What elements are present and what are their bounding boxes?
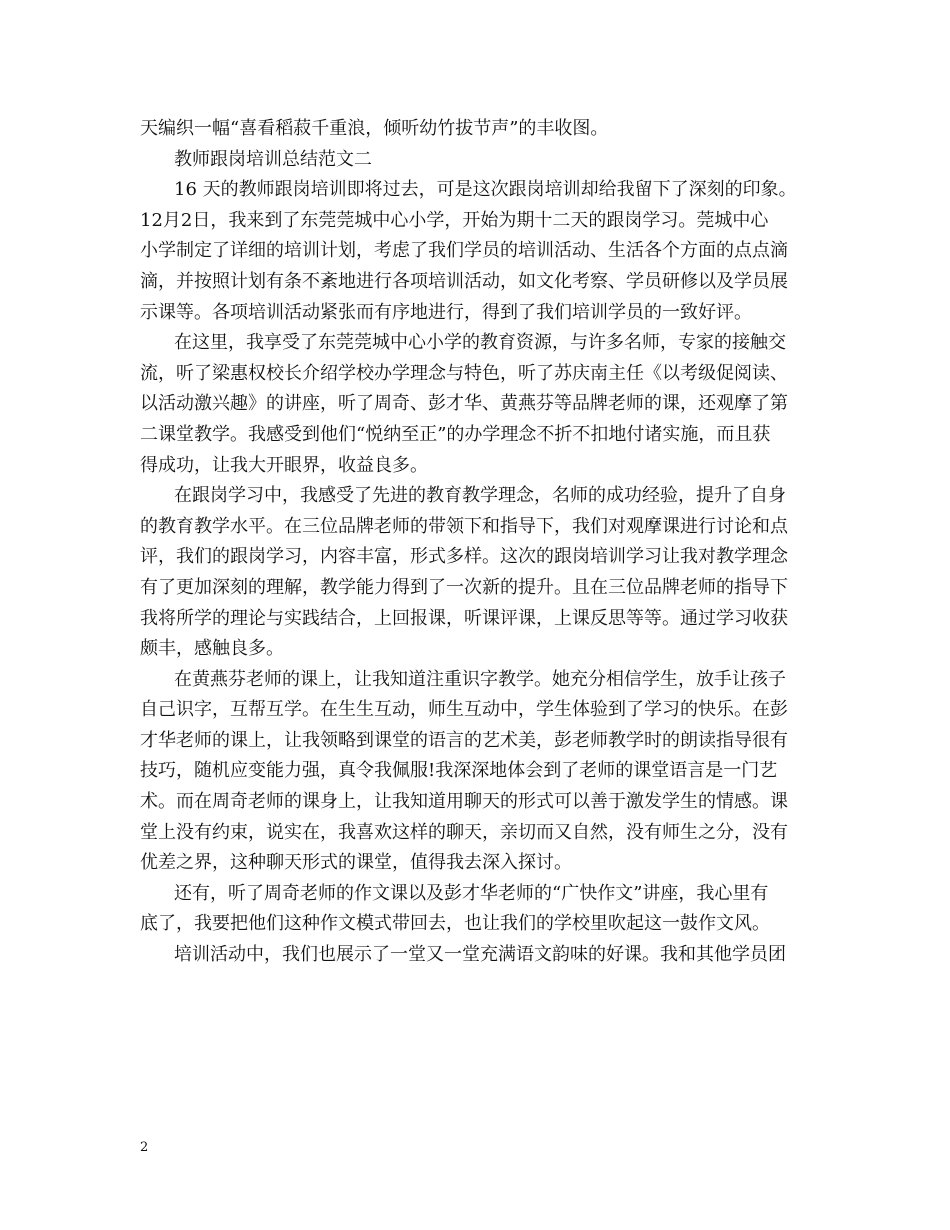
text-line: 颇丰，感触良多。 bbox=[140, 638, 284, 660]
text-line: 自己识字，互帮互学。在生生互动，师生互动中，学生体验到了学习的快乐。在彭 bbox=[140, 699, 788, 721]
text-line: 堂上没有约束，说实在，我喜欢这样的聊天，亲切而又自然，没有师生之分，没有 bbox=[140, 821, 788, 843]
text-line: 还有，听了周奇老师的作文课以及彭才华老师的“广快作文”讲座，我心里有 bbox=[174, 882, 769, 904]
text-line: 流，听了梁惠权校长介绍学校办学理念与特色，听了苏庆南主任《以考级促阅读、 bbox=[140, 362, 788, 384]
text-line: 术。而在周奇老师的课身上，让我知道用聊天的形式可以善于激发学生的情感。课 bbox=[140, 791, 788, 813]
text-line: 在跟岗学习中，我感受了先进的教育教学理念，名师的成功经验，提升了自身 bbox=[174, 485, 786, 507]
text-line: 优差之界，这种聊天形式的课堂，值得我去深入探讨。 bbox=[140, 852, 572, 874]
text-line: 才华老师的课上，让我领略到课堂的语言的艺术美，彭老师教学时的朗读指导很有 bbox=[140, 729, 788, 751]
text-line: 在黄燕芬老师的课上，让我知道注重识字教学。她充分相信学生，放手让孩子 bbox=[174, 668, 786, 690]
page-number: 2 bbox=[140, 1140, 149, 1155]
text-line: 小学制定了详细的培训计划，考虑了我们学员的培训活动、生活各个方面的点点滴 bbox=[140, 240, 788, 262]
text-line: 12月2日，我来到了东莞莞城中心小学，开始为期十二天的跟岗学习。莞城中心 bbox=[140, 209, 769, 231]
text-line: 底了，我要把他们这种作文模式带回去，也让我们的学校里吹起这一鼓作文风。 bbox=[140, 913, 770, 935]
text-line: 二课堂教学。我感受到他们“悦纳至正”的办学理念不折不扣地付诸实施，而且获 bbox=[140, 423, 771, 445]
text-line: 有了更加深刻的理解，教学能力得到了一次新的提升。且在三位品牌老师的指导下 bbox=[140, 576, 788, 598]
text-line: 16 天的教师跟岗培训即将过去，可是这次跟岗培训却给我留下了深刻的印象。 bbox=[174, 179, 797, 201]
text-line: 滴，并按照计划有条不紊地进行各项培训活动，如文化考察、学员研修以及学员展 bbox=[140, 270, 788, 292]
text-line: 示课等。各项培训活动紧张而有序地进行，得到了我们培训学员的一致好评。 bbox=[140, 301, 752, 323]
text-line: 培训活动中，我们也展示了一堂又一堂充满语文韵味的好课。我和其他学员团 bbox=[174, 944, 786, 966]
text-line: 的教育教学水平。在三位品牌老师的带领下和指导下，我们对观摩课进行讨论和点 bbox=[140, 515, 788, 537]
text-line: 技巧，随机应变能力强，真令我佩服!我深深地体会到了老师的课堂语言是一门艺 bbox=[140, 760, 778, 782]
text-line: 评，我们的跟岗学习，内容丰富，形式多样。这次的跟岗培训学习让我对教学理念 bbox=[140, 546, 788, 568]
text-line: 得成功，让我大开眼界，收益良多。 bbox=[140, 454, 428, 476]
text-line: 以活动激兴趣》的讲座，听了周奇、彭才华、黄燕芬等品牌老师的课，还观摩了第 bbox=[140, 393, 788, 415]
text-line: 我将所学的理论与实践结合，上回报课，听课评课，上课反思等等。通过学习收获 bbox=[140, 607, 788, 629]
text-line: 在这里，我享受了东莞莞城中心小学的教育资源，与许多名师，专家的接触交 bbox=[174, 332, 786, 354]
text-line: 天编织一幅“喜看稻菽千重浪，倾听幼竹拔节声”的丰收图。 bbox=[140, 118, 609, 139]
text-line: 教师跟岗培训总结范文二 bbox=[174, 148, 372, 170]
body-text bbox=[140, 114, 820, 971]
